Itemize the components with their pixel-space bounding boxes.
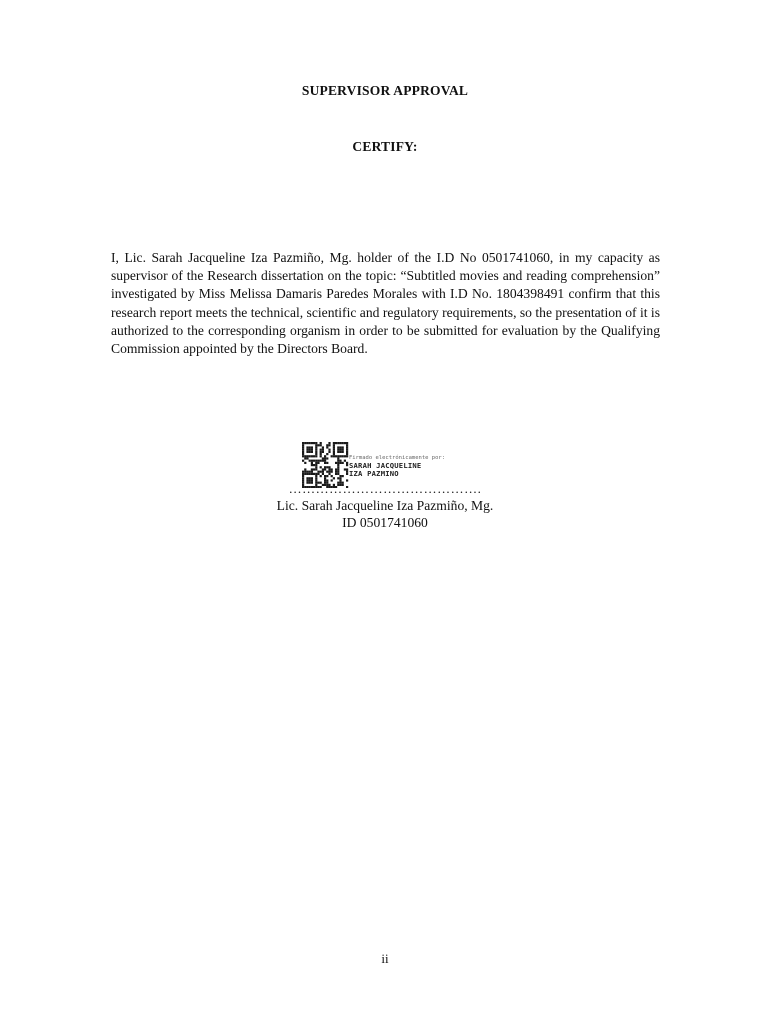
signature-name-line-1: SARAH JACQUELINE (349, 461, 422, 470)
signature-caption: Firmado electrónicamente por: (349, 455, 446, 461)
signer-name: Lic. Sarah Jacqueline Iza Pazmiño, Mg. (276, 498, 494, 513)
certification-paragraph: I, Lic. Sarah Jacqueline Iza Pazmiño, Mg. holder of the I.D No 0501741060, in my capacity as supervisor of the Research dissertation on the topic: “Subtitled movies and reading comprehension” investigated by Miss Melissa Damaris Paredes Morales with I.D No. 1804398491 confirm that this research report meets the technical, scientific and regulatory requirements, so the presentation of it is authorized to the corresponding organism in order to be submitted for evaluation by the Qualifying Commission appointed by the Directors Board. (111, 250, 660, 357)
signature-name-line-2: IZA PAZMINO (349, 469, 399, 478)
page-number: ii (381, 951, 389, 966)
signature-dotted-line: ……………………………………. (288, 481, 482, 496)
document-subheading: CERTIFY: (352, 139, 418, 154)
signer-id: ID 0501741060 (342, 515, 428, 530)
document-heading: SUPERVISOR APPROVAL (301, 83, 469, 98)
